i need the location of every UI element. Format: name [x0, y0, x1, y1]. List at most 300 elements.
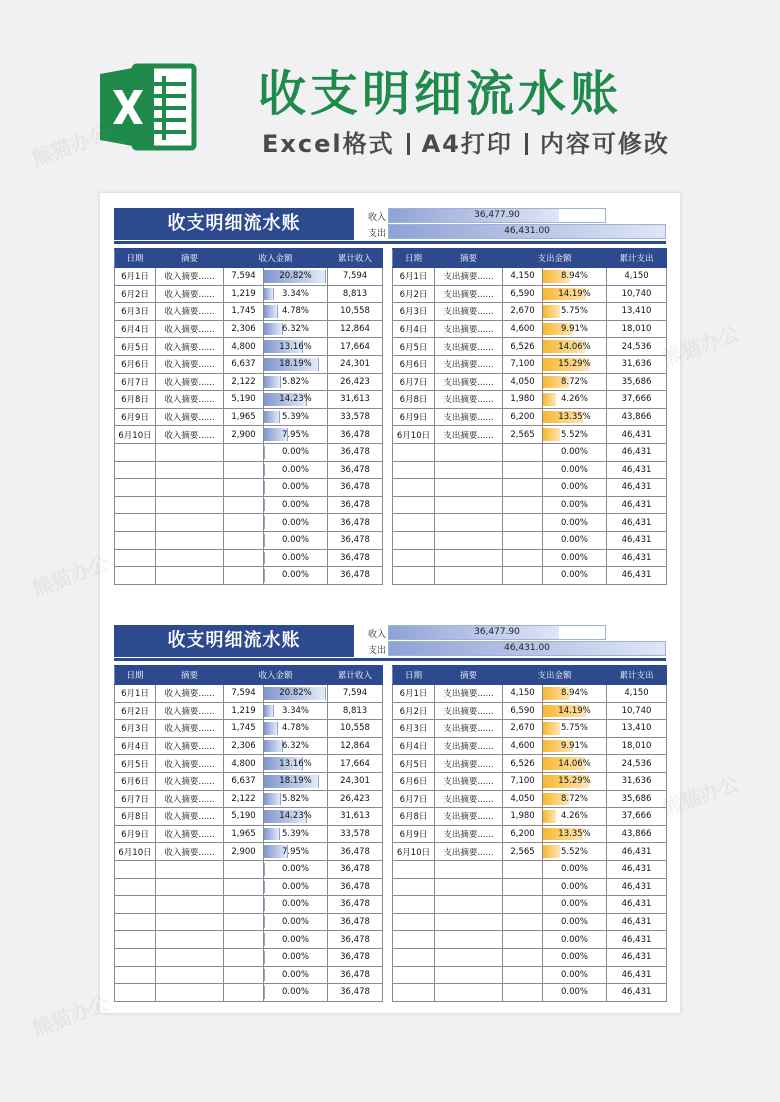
cumulative-cell[interactable]: 10,740 [607, 285, 667, 303]
cumulative-cell[interactable]: 46,431 [607, 860, 667, 878]
amount-cell[interactable]: 4,050 [503, 790, 543, 808]
date-cell[interactable]: 6月6日 [115, 772, 156, 790]
percent-cell[interactable] [543, 408, 607, 426]
amount-cell[interactable]: 6,526 [503, 755, 543, 773]
amount-cell[interactable] [224, 531, 264, 549]
amount-cell[interactable]: 2,670 [503, 720, 543, 738]
date-cell[interactable] [115, 443, 156, 461]
cumulative-cell[interactable]: 36,478 [328, 443, 383, 461]
memo-cell[interactable]: 支出摘要...... [435, 737, 503, 755]
memo-cell[interactable] [435, 514, 503, 532]
cumulative-cell[interactable]: 36,478 [328, 966, 383, 984]
memo-cell[interactable] [435, 966, 503, 984]
memo-cell[interactable]: 收入摘要...... [156, 320, 224, 338]
percent-cell[interactable] [264, 755, 328, 773]
cumulative-cell[interactable]: 36,478 [328, 531, 383, 549]
percent-cell[interactable] [264, 984, 328, 1002]
percent-cell[interactable] [543, 737, 607, 755]
percent-cell[interactable] [264, 896, 328, 914]
memo-cell[interactable]: 支出摘要...... [435, 268, 503, 286]
amount-cell[interactable]: 2,306 [224, 737, 264, 755]
percent-cell[interactable] [264, 685, 328, 703]
amount-cell[interactable] [503, 531, 543, 549]
amount-cell[interactable] [503, 461, 543, 479]
amount-cell[interactable]: 4,800 [224, 338, 264, 356]
cumulative-cell[interactable]: 4,150 [607, 268, 667, 286]
cumulative-cell[interactable]: 46,431 [607, 843, 667, 861]
percent-cell[interactable] [264, 567, 328, 585]
cumulative-cell[interactable]: 37,666 [607, 808, 667, 826]
memo-cell[interactable] [435, 461, 503, 479]
cumulative-cell[interactable]: 8,813 [328, 702, 383, 720]
percent-cell[interactable] [264, 391, 328, 409]
cumulative-cell[interactable]: 12,864 [328, 737, 383, 755]
cumulative-cell[interactable]: 46,431 [607, 948, 667, 966]
amount-cell[interactable]: 1,745 [224, 720, 264, 738]
amount-cell[interactable]: 1,965 [224, 825, 264, 843]
amount-cell[interactable] [224, 479, 264, 497]
amount-cell[interactable] [224, 931, 264, 949]
memo-cell[interactable]: 支出摘要...... [435, 285, 503, 303]
memo-cell[interactable]: 支出摘要...... [435, 755, 503, 773]
cumulative-cell[interactable]: 31,613 [328, 391, 383, 409]
memo-cell[interactable] [156, 878, 224, 896]
cumulative-cell[interactable]: 36,478 [328, 984, 383, 1002]
memo-cell[interactable]: 收入摘要...... [156, 843, 224, 861]
memo-cell[interactable] [435, 896, 503, 914]
memo-cell[interactable]: 收入摘要...... [156, 268, 224, 286]
date-cell[interactable]: 6月8日 [115, 808, 156, 826]
amount-cell[interactable] [503, 984, 543, 1002]
cumulative-cell[interactable]: 36,478 [328, 479, 383, 497]
cumulative-cell[interactable]: 36,478 [328, 860, 383, 878]
percent-cell[interactable] [543, 496, 607, 514]
cumulative-cell[interactable]: 35,686 [607, 790, 667, 808]
amount-cell[interactable]: 1,219 [224, 285, 264, 303]
percent-cell[interactable] [543, 772, 607, 790]
cumulative-cell[interactable]: 46,431 [607, 966, 667, 984]
percent-cell[interactable] [543, 878, 607, 896]
memo-cell[interactable]: 收入摘要...... [156, 772, 224, 790]
cumulative-cell[interactable]: 4,150 [607, 685, 667, 703]
percent-cell[interactable] [543, 285, 607, 303]
date-cell[interactable]: 6月8日 [393, 808, 435, 826]
memo-cell[interactable]: 支出摘要...... [435, 373, 503, 391]
memo-cell[interactable]: 支出摘要...... [435, 843, 503, 861]
amount-cell[interactable]: 6,200 [503, 408, 543, 426]
memo-cell[interactable] [435, 878, 503, 896]
percent-cell[interactable] [543, 896, 607, 914]
percent-cell[interactable] [264, 878, 328, 896]
cumulative-cell[interactable]: 46,431 [607, 461, 667, 479]
amount-cell[interactable] [503, 567, 543, 585]
percent-cell[interactable] [264, 913, 328, 931]
date-cell[interactable]: 6月2日 [115, 702, 156, 720]
cumulative-cell[interactable]: 10,558 [328, 720, 383, 738]
amount-cell[interactable]: 4,150 [503, 268, 543, 286]
memo-cell[interactable] [435, 567, 503, 585]
percent-cell[interactable] [264, 966, 328, 984]
memo-cell[interactable] [156, 896, 224, 914]
percent-cell[interactable] [264, 514, 328, 532]
date-cell[interactable]: 6月2日 [393, 285, 435, 303]
percent-cell[interactable] [543, 531, 607, 549]
percent-cell[interactable] [543, 514, 607, 532]
amount-cell[interactable]: 5,190 [224, 391, 264, 409]
memo-cell[interactable]: 收入摘要...... [156, 355, 224, 373]
memo-cell[interactable] [156, 443, 224, 461]
date-cell[interactable]: 6月8日 [393, 391, 435, 409]
date-cell[interactable]: 6月1日 [115, 268, 156, 286]
percent-cell[interactable] [264, 338, 328, 356]
percent-cell[interactable] [264, 860, 328, 878]
cumulative-cell[interactable]: 35,686 [607, 373, 667, 391]
amount-cell[interactable]: 6,200 [503, 825, 543, 843]
amount-cell[interactable] [224, 913, 264, 931]
percent-cell[interactable] [264, 303, 328, 321]
date-cell[interactable] [115, 479, 156, 497]
date-cell[interactable] [115, 531, 156, 549]
date-cell[interactable]: 6月7日 [115, 790, 156, 808]
date-cell[interactable] [115, 913, 156, 931]
amount-cell[interactable]: 7,594 [224, 268, 264, 286]
percent-cell[interactable] [543, 790, 607, 808]
date-cell[interactable] [393, 860, 435, 878]
memo-cell[interactable]: 收入摘要...... [156, 338, 224, 356]
percent-cell[interactable] [543, 755, 607, 773]
amount-cell[interactable] [503, 878, 543, 896]
percent-cell[interactable] [543, 320, 607, 338]
amount-cell[interactable] [224, 549, 264, 567]
cumulative-cell[interactable]: 36,478 [328, 549, 383, 567]
date-cell[interactable]: 6月7日 [393, 790, 435, 808]
cumulative-cell[interactable]: 46,431 [607, 567, 667, 585]
memo-cell[interactable] [156, 913, 224, 931]
memo-cell[interactable] [156, 514, 224, 532]
date-cell[interactable] [393, 514, 435, 532]
percent-cell[interactable] [543, 843, 607, 861]
cumulative-cell[interactable]: 24,536 [607, 755, 667, 773]
percent-cell[interactable] [543, 391, 607, 409]
amount-cell[interactable] [503, 514, 543, 532]
cumulative-cell[interactable]: 46,431 [607, 913, 667, 931]
cumulative-cell[interactable]: 46,431 [607, 549, 667, 567]
percent-cell[interactable] [264, 355, 328, 373]
cumulative-cell[interactable]: 46,431 [607, 479, 667, 497]
date-cell[interactable]: 6月4日 [115, 320, 156, 338]
date-cell[interactable]: 6月9日 [115, 825, 156, 843]
date-cell[interactable] [393, 966, 435, 984]
percent-cell[interactable] [264, 426, 328, 444]
cumulative-cell[interactable]: 36,478 [328, 948, 383, 966]
amount-cell[interactable]: 4,600 [503, 737, 543, 755]
percent-cell[interactable] [264, 461, 328, 479]
date-cell[interactable] [393, 496, 435, 514]
percent-cell[interactable] [543, 825, 607, 843]
memo-cell[interactable]: 收入摘要...... [156, 737, 224, 755]
amount-cell[interactable]: 2,122 [224, 373, 264, 391]
amount-cell[interactable]: 6,526 [503, 338, 543, 356]
memo-cell[interactable]: 支出摘要...... [435, 685, 503, 703]
percent-cell[interactable] [543, 931, 607, 949]
date-cell[interactable] [393, 461, 435, 479]
date-cell[interactable] [115, 461, 156, 479]
memo-cell[interactable]: 收入摘要...... [156, 408, 224, 426]
percent-cell[interactable] [264, 931, 328, 949]
amount-cell[interactable]: 4,150 [503, 685, 543, 703]
date-cell[interactable] [393, 567, 435, 585]
date-cell[interactable]: 6月1日 [115, 685, 156, 703]
date-cell[interactable]: 6月9日 [393, 408, 435, 426]
amount-cell[interactable] [224, 443, 264, 461]
memo-cell[interactable]: 收入摘要...... [156, 285, 224, 303]
memo-cell[interactable]: 支出摘要...... [435, 720, 503, 738]
memo-cell[interactable] [435, 948, 503, 966]
date-cell[interactable]: 6月1日 [393, 685, 435, 703]
date-cell[interactable]: 6月4日 [115, 737, 156, 755]
percent-cell[interactable] [543, 426, 607, 444]
amount-cell[interactable]: 5,190 [224, 808, 264, 826]
memo-cell[interactable]: 收入摘要...... [156, 790, 224, 808]
amount-cell[interactable] [503, 443, 543, 461]
date-cell[interactable]: 6月6日 [393, 355, 435, 373]
memo-cell[interactable] [156, 860, 224, 878]
amount-cell[interactable]: 2,306 [224, 320, 264, 338]
memo-cell[interactable]: 收入摘要...... [156, 303, 224, 321]
amount-cell[interactable] [224, 461, 264, 479]
date-cell[interactable] [115, 966, 156, 984]
amount-cell[interactable] [224, 514, 264, 532]
amount-cell[interactable]: 2,670 [503, 303, 543, 321]
date-cell[interactable]: 6月5日 [393, 755, 435, 773]
cumulative-cell[interactable]: 12,864 [328, 320, 383, 338]
date-cell[interactable]: 6月4日 [393, 320, 435, 338]
percent-cell[interactable] [543, 549, 607, 567]
cumulative-cell[interactable]: 36,478 [328, 461, 383, 479]
cumulative-cell[interactable]: 36,478 [328, 496, 383, 514]
memo-cell[interactable] [435, 549, 503, 567]
date-cell[interactable] [115, 514, 156, 532]
memo-cell[interactable]: 收入摘要...... [156, 825, 224, 843]
date-cell[interactable] [115, 549, 156, 567]
amount-cell[interactable] [503, 549, 543, 567]
memo-cell[interactable] [435, 496, 503, 514]
amount-cell[interactable]: 1,980 [503, 391, 543, 409]
cumulative-cell[interactable]: 33,578 [328, 825, 383, 843]
date-cell[interactable]: 6月8日 [115, 391, 156, 409]
memo-cell[interactable] [156, 531, 224, 549]
percent-cell[interactable] [543, 567, 607, 585]
cumulative-cell[interactable]: 36,478 [328, 567, 383, 585]
cumulative-cell[interactable]: 46,431 [607, 443, 667, 461]
date-cell[interactable] [393, 479, 435, 497]
memo-cell[interactable] [156, 931, 224, 949]
percent-cell[interactable] [264, 790, 328, 808]
cumulative-cell[interactable]: 26,423 [328, 790, 383, 808]
date-cell[interactable]: 6月4日 [393, 737, 435, 755]
date-cell[interactable] [115, 896, 156, 914]
date-cell[interactable] [393, 896, 435, 914]
date-cell[interactable] [115, 860, 156, 878]
percent-cell[interactable] [543, 860, 607, 878]
amount-cell[interactable] [503, 496, 543, 514]
cumulative-cell[interactable]: 31,636 [607, 772, 667, 790]
memo-cell[interactable] [435, 860, 503, 878]
memo-cell[interactable] [435, 531, 503, 549]
date-cell[interactable] [393, 931, 435, 949]
cumulative-cell[interactable]: 46,431 [607, 984, 667, 1002]
memo-cell[interactable] [156, 549, 224, 567]
date-cell[interactable] [393, 878, 435, 896]
amount-cell[interactable]: 4,600 [503, 320, 543, 338]
percent-cell[interactable] [543, 443, 607, 461]
cumulative-cell[interactable]: 18,010 [607, 320, 667, 338]
date-cell[interactable]: 6月3日 [115, 720, 156, 738]
percent-cell[interactable] [264, 772, 328, 790]
percent-cell[interactable] [543, 479, 607, 497]
percent-cell[interactable] [264, 737, 328, 755]
cumulative-cell[interactable]: 36,478 [328, 931, 383, 949]
date-cell[interactable]: 6月10日 [115, 426, 156, 444]
cumulative-cell[interactable]: 36,478 [328, 426, 383, 444]
date-cell[interactable] [115, 567, 156, 585]
date-cell[interactable]: 6月3日 [115, 303, 156, 321]
memo-cell[interactable]: 收入摘要...... [156, 391, 224, 409]
date-cell[interactable]: 6月9日 [115, 408, 156, 426]
percent-cell[interactable] [264, 808, 328, 826]
amount-cell[interactable] [503, 931, 543, 949]
amount-cell[interactable]: 1,980 [503, 808, 543, 826]
cumulative-cell[interactable]: 46,431 [607, 426, 667, 444]
amount-cell[interactable] [224, 860, 264, 878]
date-cell[interactable]: 6月2日 [393, 702, 435, 720]
amount-cell[interactable] [224, 878, 264, 896]
amount-cell[interactable] [503, 860, 543, 878]
amount-cell[interactable]: 7,100 [503, 772, 543, 790]
date-cell[interactable]: 6月5日 [115, 755, 156, 773]
memo-cell[interactable]: 支出摘要...... [435, 320, 503, 338]
amount-cell[interactable] [224, 896, 264, 914]
date-cell[interactable] [115, 878, 156, 896]
date-cell[interactable] [115, 496, 156, 514]
cumulative-cell[interactable]: 46,431 [607, 931, 667, 949]
memo-cell[interactable] [156, 948, 224, 966]
date-cell[interactable]: 6月3日 [393, 303, 435, 321]
cumulative-cell[interactable]: 24,301 [328, 355, 383, 373]
date-cell[interactable]: 6月10日 [393, 426, 435, 444]
amount-cell[interactable] [503, 896, 543, 914]
cumulative-cell[interactable]: 10,740 [607, 702, 667, 720]
amount-cell[interactable]: 4,050 [503, 373, 543, 391]
amount-cell[interactable] [224, 948, 264, 966]
percent-cell[interactable] [264, 268, 328, 286]
date-cell[interactable]: 6月1日 [393, 268, 435, 286]
amount-cell[interactable] [224, 984, 264, 1002]
date-cell[interactable]: 6月6日 [393, 772, 435, 790]
memo-cell[interactable]: 支出摘要...... [435, 825, 503, 843]
memo-cell[interactable]: 收入摘要...... [156, 720, 224, 738]
cumulative-cell[interactable]: 36,478 [328, 514, 383, 532]
date-cell[interactable]: 6月5日 [393, 338, 435, 356]
amount-cell[interactable]: 2,565 [503, 426, 543, 444]
date-cell[interactable] [393, 948, 435, 966]
amount-cell[interactable] [503, 948, 543, 966]
cumulative-cell[interactable]: 13,410 [607, 720, 667, 738]
memo-cell[interactable] [156, 496, 224, 514]
memo-cell[interactable]: 支出摘要...... [435, 808, 503, 826]
cumulative-cell[interactable]: 31,613 [328, 808, 383, 826]
percent-cell[interactable] [543, 913, 607, 931]
memo-cell[interactable]: 收入摘要...... [156, 685, 224, 703]
memo-cell[interactable]: 收入摘要...... [156, 426, 224, 444]
percent-cell[interactable] [543, 702, 607, 720]
percent-cell[interactable] [543, 461, 607, 479]
cumulative-cell[interactable]: 36,478 [328, 878, 383, 896]
cumulative-cell[interactable]: 36,478 [328, 843, 383, 861]
amount-cell[interactable]: 1,219 [224, 702, 264, 720]
amount-cell[interactable]: 7,594 [224, 685, 264, 703]
cumulative-cell[interactable]: 43,866 [607, 408, 667, 426]
date-cell[interactable]: 6月5日 [115, 338, 156, 356]
percent-cell[interactable] [543, 303, 607, 321]
cumulative-cell[interactable]: 17,664 [328, 338, 383, 356]
memo-cell[interactable]: 收入摘要...... [156, 755, 224, 773]
amount-cell[interactable]: 7,100 [503, 355, 543, 373]
percent-cell[interactable] [543, 685, 607, 703]
date-cell[interactable] [115, 948, 156, 966]
date-cell[interactable]: 6月6日 [115, 355, 156, 373]
percent-cell[interactable] [543, 268, 607, 286]
amount-cell[interactable] [224, 496, 264, 514]
cumulative-cell[interactable]: 36,478 [328, 913, 383, 931]
cumulative-cell[interactable]: 24,301 [328, 772, 383, 790]
percent-cell[interactable] [543, 984, 607, 1002]
amount-cell[interactable]: 2,565 [503, 843, 543, 861]
amount-cell[interactable]: 6,637 [224, 772, 264, 790]
percent-cell[interactable] [543, 338, 607, 356]
cumulative-cell[interactable]: 46,431 [607, 496, 667, 514]
percent-cell[interactable] [543, 808, 607, 826]
cumulative-cell[interactable]: 37,666 [607, 391, 667, 409]
memo-cell[interactable] [156, 567, 224, 585]
memo-cell[interactable]: 支出摘要...... [435, 408, 503, 426]
memo-cell[interactable] [156, 461, 224, 479]
cumulative-cell[interactable]: 46,431 [607, 531, 667, 549]
date-cell[interactable] [393, 443, 435, 461]
percent-cell[interactable] [264, 443, 328, 461]
amount-cell[interactable] [503, 913, 543, 931]
cumulative-cell[interactable]: 31,636 [607, 355, 667, 373]
percent-cell[interactable] [264, 825, 328, 843]
memo-cell[interactable]: 支出摘要...... [435, 702, 503, 720]
amount-cell[interactable]: 6,637 [224, 355, 264, 373]
memo-cell[interactable]: 收入摘要...... [156, 373, 224, 391]
cumulative-cell[interactable]: 7,594 [328, 685, 383, 703]
date-cell[interactable]: 6月10日 [115, 843, 156, 861]
date-cell[interactable]: 6月7日 [115, 373, 156, 391]
memo-cell[interactable] [156, 479, 224, 497]
memo-cell[interactable]: 支出摘要...... [435, 772, 503, 790]
percent-cell[interactable] [264, 408, 328, 426]
memo-cell[interactable] [156, 966, 224, 984]
cumulative-cell[interactable]: 36,478 [328, 896, 383, 914]
percent-cell[interactable] [264, 496, 328, 514]
percent-cell[interactable] [264, 948, 328, 966]
memo-cell[interactable] [435, 984, 503, 1002]
percent-cell[interactable] [543, 948, 607, 966]
percent-cell[interactable] [543, 355, 607, 373]
amount-cell[interactable] [224, 966, 264, 984]
